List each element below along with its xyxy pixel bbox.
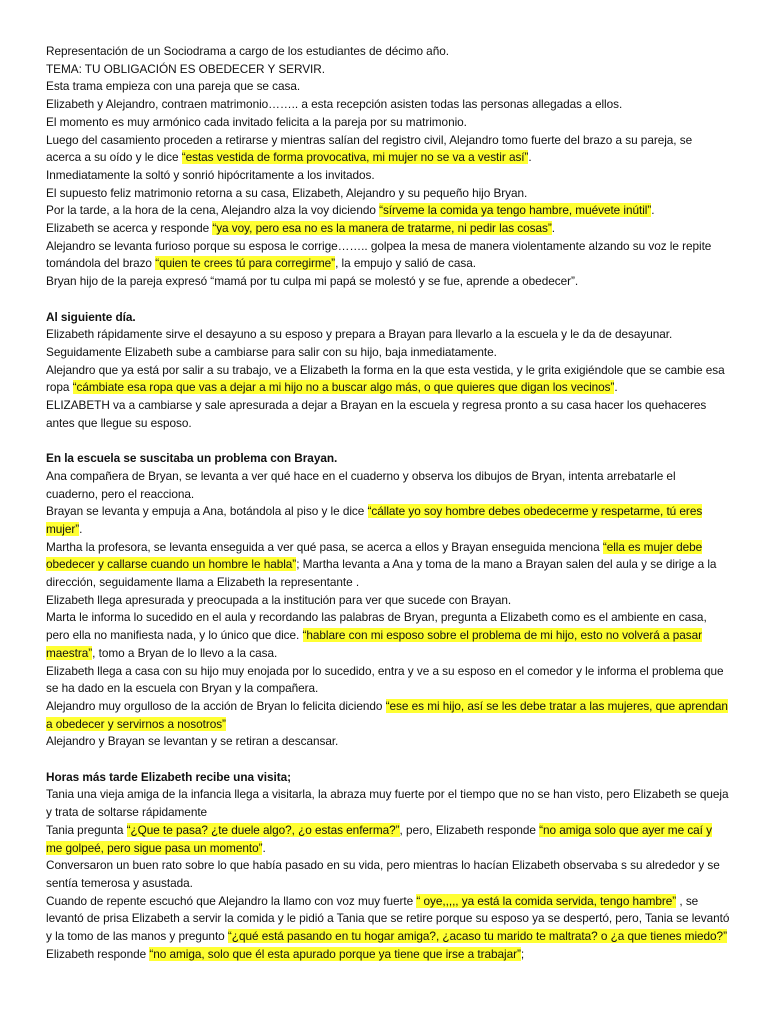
paragraph: ELIZABETH va a cambiarse y sale apresurada a dejar a Brayan en la escuela y regresa pronto a su casa hacer los quehaceres antes que llegue su esposo. — [46, 398, 707, 430]
highlighted-quote: “ella es mujer debe obedecer y callarse cuando un hombre le habla” — [46, 539, 703, 572]
text-run: Alejandro se levanta furioso porque su esposa le corrige…….. golpea la mesa de manera violentamente alzando su voz le repite tomándola del brazo — [46, 238, 712, 271]
highlighted-quote: “no amiga solo que ayer me caí y me golpeé, pero sigue pasa un momento” — [46, 822, 712, 855]
text-run: , tomo a Bryan de lo llevo a la casa. — [92, 645, 278, 660]
highlighted-quote: “estas vestida de forma provocativa, mi mujer no se va a vestir así” — [181, 150, 529, 165]
highlighted-quote: “quien te crees tú para corregirme” — [155, 256, 336, 271]
highlighted-quote: “ya voy, pero esa no es la manera de tratarme, ni pedir las cosas” — [212, 221, 552, 236]
spacer — [46, 751, 730, 769]
highlighted-quote: “cámbiate esa ropa que vas a dejar a mi hijo no a buscar algo más, o que quieres que digan los vecinos” — [72, 380, 615, 395]
paragraph — [46, 202, 730, 220]
paragraph: Alejandro y Brayan se levantan y se retiran a descansar. — [46, 734, 339, 749]
text-run: Cuando de repente escuchó que Alejandro la llamo con voz muy fuerte — [46, 893, 417, 908]
paragraph: Elizabeth y Alejandro, contraen matrimonio…….. a esta recepción asisten todas las personas allegadas a ellos. — [46, 97, 623, 112]
paragraph — [46, 238, 730, 273]
paragraph — [46, 503, 730, 538]
paragraph — [46, 362, 730, 397]
text-run: . — [528, 150, 532, 165]
text-run: , la empujo y salió de casa. — [335, 256, 476, 271]
text-run: . — [79, 521, 83, 536]
paragraph: Esta trama empieza con una pareja que se casa. — [46, 79, 301, 94]
paragraph: Elizabeth llega apresurada y preocupada a la institución para ver que sucede con Brayan. — [46, 592, 512, 607]
paragraph: Seguidamente Elizabeth sube a cambiarse para salir con su hijo, baja inmediatamente. — [46, 344, 497, 359]
paragraph: Bryan hijo de la pareja expresó “mamá por tu culpa mi papá se molestó y se fue, aprende a obedecer”. — [46, 274, 579, 289]
paragraph: Elizabeth rápidamente sirve el desayuno a su esposo y prepara a Brayan para llevarlo a la escuela y le da de desayunar. — [46, 327, 673, 342]
text-run: Brayan se levanta y empuja a Ana, botándola al piso y le dice — [46, 504, 368, 519]
highlighted-quote: “cállate yo soy hombre debes obedecerme y respetarme, tú eres mujer” — [46, 504, 703, 536]
text-run: . — [651, 203, 655, 218]
text-run: ; — [520, 946, 525, 961]
section-heading: Al siguiente día. — [46, 309, 136, 324]
text-run: , se levantó de prisa Elizabeth a servir la comida y le pidió a Tania que se retire porque su esposo ya se despertó, pero, Tania se levantó y la tomo de las manos y pregunto — [46, 893, 730, 944]
document-theme: TEMA: TU OBLIGACIÓN ES OBEDECER Y SERVIR. — [46, 61, 325, 76]
spacer — [46, 291, 730, 309]
paragraph: El supuesto feliz matrimonio retorna a su casa, Elizabeth, Alejandro y su pequeño hijo Bryan. — [46, 185, 528, 200]
text-run: Alejandro que ya está por salir a su trabajo, ve a Elizabeth la forma en la que esta vestida, y le grita exigiéndole que se cambie esa ropa — [46, 362, 725, 395]
text-run: Tania pregunta — [46, 822, 127, 837]
highlighted-quote: “ oye,,,,, ya está la comida servida, tengo hambre” — [416, 893, 677, 908]
paragraph: Tania una vieja amiga de la infancia llega a visitarla, la abraza muy fuerte por el tiempo que no se han visto, pero Elizabeth se queja y trata de soltarse rápidamente — [46, 787, 729, 820]
document-page — [46, 43, 730, 964]
text-run: , pero, Elizabeth responde — [399, 822, 540, 837]
paragraph: El momento es muy armónico cada invitado felicita a la pareja por su matrimonio. — [46, 114, 467, 129]
text-run: Elizabeth responde — [46, 946, 150, 961]
text-run: . — [262, 840, 266, 855]
paragraph — [46, 822, 730, 857]
text-run: . — [614, 380, 618, 395]
section-heading: En la escuela se suscitaba un problema con Brayan. — [46, 451, 338, 466]
text-run: Alejandro muy orgulloso de la acción de Bryan lo felicita diciendo — [46, 698, 386, 713]
text-run: Por la tarde, a la hora de la cena, Alejandro alza la voy diciendo — [46, 203, 380, 218]
paragraph — [46, 539, 730, 592]
highlighted-quote: “hablare con mi esposo sobre el problema de mi hijo, esto no volverá a pasar maestra” — [46, 628, 702, 660]
section-heading: Horas más tarde Elizabeth recibe una visita; — [46, 769, 291, 784]
paragraph — [46, 698, 730, 733]
text-run: Martha la profesora, se levanta enseguida a ver qué pasa, se acerca a ellos y Brayan enseguida menciona — [46, 539, 603, 554]
text-run: Elizabeth se acerca y responde — [46, 221, 213, 236]
text-run: Marta le informa lo sucedido en el aula y recordando las palabras de Bryan, pregunta a Elizabeth como es el ambiente en casa, pero ella no manifiesta nada, y lo único que dice. — [46, 610, 707, 643]
paragraph — [46, 132, 730, 167]
text-run: . — [551, 221, 555, 236]
paragraph: Elizabeth llega a casa con su hijo muy enojada por lo sucedido, entra y ve a su esposo en el comedor y le informa el problema que se ha dado en la escuela con Bryan y la compañera. — [46, 663, 724, 696]
highlighted-quote: “¿qué está pasando en tu hogar amiga?, ¿acaso tu marido te maltrata? o ¿a que tienes miedo?” — [227, 929, 727, 944]
highlighted-quote: “no amiga, solo que él esta apurado porque ya tiene que irse a trabajar” — [149, 946, 521, 961]
paragraph — [46, 220, 730, 238]
text-run: ; Martha levanta a Ana y toma de la mano a Brayan salen del aula y se dirige a la dirección, seguidamente llama a Elizabeth la representante . — [46, 557, 717, 590]
highlighted-quote: “ese es mi hijo, así se les debe tratar a las mujeres, que aprendan a obedecer y servirnos a nosotros” — [46, 698, 728, 731]
highlighted-quote: “¿Que te pasa? ¿te duele algo?, ¿o estas enferma?” — [126, 822, 400, 837]
spacer — [46, 432, 730, 450]
paragraph: Ana compañera de Bryan, se levanta a ver qué hace en el cuaderno y observa los dibujos de Bryan, intenta arrebatarle el cuaderno, pero el reacciona. — [46, 468, 676, 501]
text-run: Luego del casamiento proceden a retirarse y mientras salían del registro civil, Alejandro tomo fuerte del brazo a su pareja, se acerca a su oído y le dice — [46, 132, 693, 165]
document-title: Representación de un Sociodrama a cargo de los estudiantes de décimo año. — [46, 44, 449, 58]
highlighted-quote: “sírveme la comida ya tengo hambre, muévete inútil” — [379, 203, 652, 218]
paragraph — [46, 946, 730, 964]
paragraph: Inmediatamente la soltó y sonrió hipócritamente a los invitados. — [46, 167, 375, 182]
paragraph — [46, 609, 730, 662]
paragraph — [46, 893, 730, 946]
paragraph: Conversaron un buen rato sobre lo que había pasado en su vida, pero mientras lo hacían Elizabeth observaba s su alrededor y se sentía temerosa y asustada. — [46, 858, 720, 890]
